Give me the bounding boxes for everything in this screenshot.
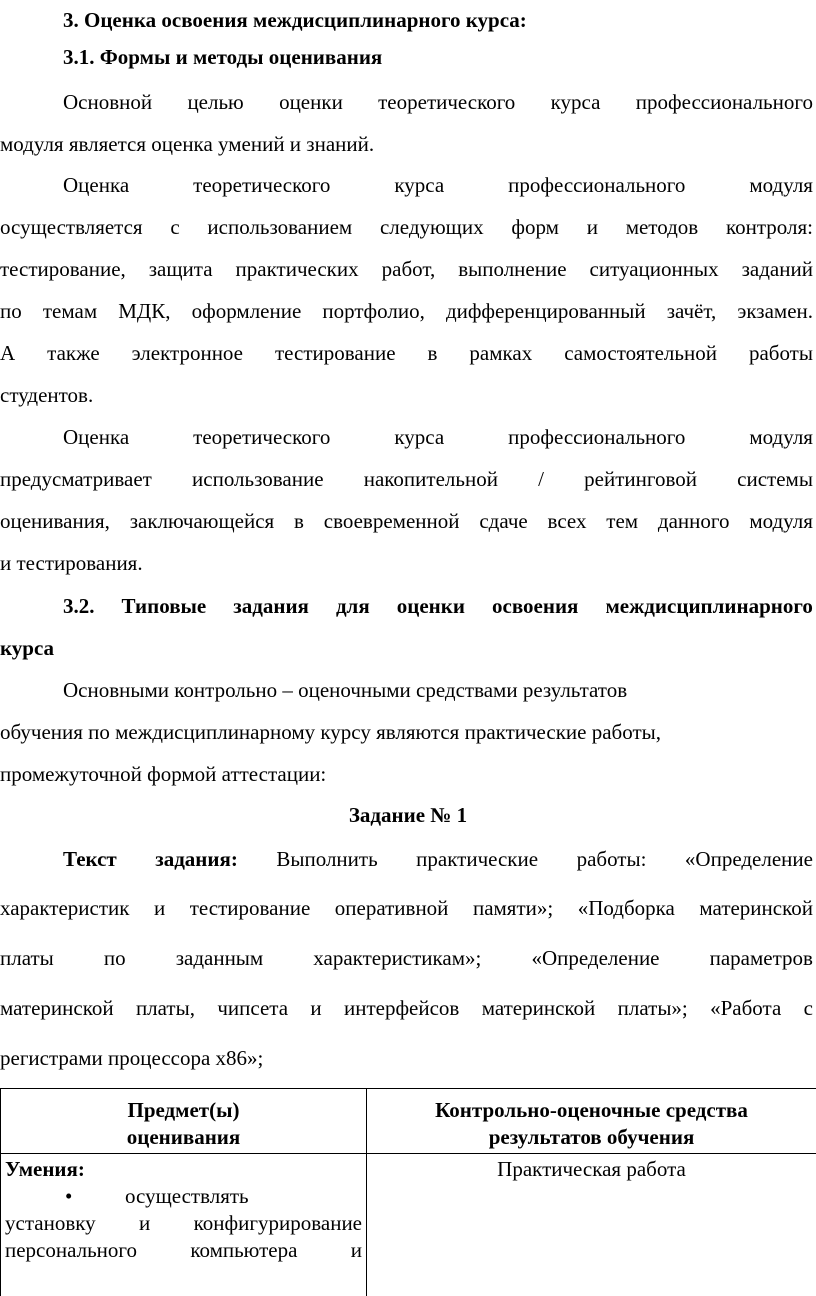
- word: с: [170, 215, 179, 240]
- word: своевременной: [324, 509, 460, 534]
- word: также: [47, 341, 100, 366]
- word: в: [294, 509, 304, 534]
- paragraph-2-line-1: [63, 173, 813, 198]
- word: 3.2.: [63, 594, 95, 619]
- skill-item-line-1: осуществлять: [125, 1183, 249, 1210]
- word: использование: [192, 467, 324, 492]
- word: работ,: [382, 257, 436, 282]
- word: профессионального: [508, 425, 685, 450]
- word: всех: [548, 509, 587, 534]
- word: тестирование: [190, 896, 311, 921]
- word: и: [154, 896, 165, 921]
- word: А: [0, 341, 15, 366]
- word: задания:: [155, 847, 238, 872]
- paragraph-3-line-1: [63, 425, 813, 450]
- word: рейтинговой: [584, 467, 697, 492]
- word: заданным: [176, 946, 264, 971]
- word: задания: [233, 594, 309, 619]
- word: «Определение: [685, 847, 813, 872]
- word: защита: [149, 257, 213, 282]
- word: Типовые: [122, 594, 207, 619]
- word: теоретического: [193, 173, 330, 198]
- table-header-row: [1, 1089, 816, 1154]
- section-heading: 3. Оценка освоения междисциплинарного курса:: [63, 8, 527, 33]
- word: практические: [416, 847, 538, 872]
- word: выполнение: [458, 257, 566, 282]
- word: по: [104, 946, 126, 971]
- skill-item: [5, 1183, 362, 1210]
- word: по: [0, 299, 22, 324]
- paragraph-2-line-6: студентов.: [0, 383, 93, 408]
- word: самостоятельной: [564, 341, 717, 366]
- task-line-1: [63, 847, 813, 872]
- word: оценки: [279, 90, 343, 115]
- word: оформление: [192, 299, 302, 324]
- word: оценивания,: [0, 509, 110, 534]
- paragraph-2-line-5: [0, 341, 813, 366]
- header-means-line-2: результатов обучения: [371, 1124, 812, 1151]
- word: практических: [236, 257, 359, 282]
- word: электронное: [132, 341, 243, 366]
- assessment-table: [0, 1088, 816, 1296]
- word: осуществляется: [0, 215, 143, 240]
- paragraph-4-line-1: Основными контрольно – оценочными средствами результатов: [63, 678, 627, 703]
- word: зачёт,: [667, 299, 717, 324]
- word: накопительной: [364, 467, 498, 492]
- bullet-icon: •: [65, 1183, 125, 1210]
- word: междисциплинарного: [605, 594, 812, 619]
- subject-cell: [1, 1154, 367, 1296]
- word: следующих: [380, 215, 484, 240]
- task-line-2: [0, 896, 813, 921]
- word: материнской: [482, 996, 596, 1021]
- word: работы: [749, 341, 813, 366]
- word: работы:: [577, 847, 647, 872]
- word: модуля: [749, 509, 813, 534]
- word: компьютера: [190, 1237, 297, 1264]
- word: рамках: [469, 341, 532, 366]
- skill-item-line-3: [5, 1237, 362, 1264]
- word: профессионального: [508, 173, 685, 198]
- paragraph-3-line-3: [0, 509, 813, 534]
- word: использованием: [207, 215, 352, 240]
- word: «Определение: [531, 946, 659, 971]
- word: /: [538, 467, 544, 492]
- word: форм: [511, 215, 559, 240]
- word: платы,: [136, 996, 195, 1021]
- word: курса: [551, 90, 601, 115]
- subsection-heading-3-2-line-2: курса: [0, 636, 54, 661]
- means-value: Практическая работа: [497, 1157, 686, 1181]
- word: материнской: [0, 996, 114, 1021]
- word: Оценка: [63, 173, 129, 198]
- word: освоения: [492, 594, 578, 619]
- skill-item-line-2: [5, 1210, 362, 1237]
- word: «Работа: [710, 996, 781, 1021]
- word: и: [310, 996, 321, 1021]
- paragraph-2-line-2: [0, 215, 813, 240]
- subsection-heading-3-2-line-1: [63, 594, 813, 619]
- word: методов: [626, 215, 699, 240]
- word: характеристикам»;: [313, 946, 481, 971]
- word: установку: [5, 1210, 96, 1237]
- word: интерфейсов: [344, 996, 459, 1021]
- paragraph-3-line-4: и тестирования.: [0, 551, 143, 576]
- word: тестирование,: [0, 257, 126, 282]
- paragraph-3-line-2: [0, 467, 813, 492]
- word: системы: [737, 467, 813, 492]
- word: темам: [43, 299, 97, 324]
- task-line-4: [0, 996, 813, 1021]
- word: Оценка: [63, 425, 129, 450]
- skills-label: Умения:: [5, 1156, 362, 1183]
- paragraph-4-line-2: обучения по междисциплинарному курсу являются практические работы,: [0, 720, 661, 745]
- word: оценки: [397, 594, 465, 619]
- word: параметров: [710, 946, 813, 971]
- word: Основной: [63, 90, 152, 115]
- word: модуля: [749, 425, 813, 450]
- word: для: [336, 594, 370, 619]
- word: данного: [658, 509, 730, 534]
- word: в: [428, 341, 438, 366]
- word: теоретического: [378, 90, 515, 115]
- word: тестирование: [275, 341, 396, 366]
- subsection-heading-3-1: 3.1. Формы и методы оценивания: [63, 45, 382, 70]
- word: и: [351, 1237, 362, 1264]
- word: чипсета: [217, 996, 288, 1021]
- word: материнской: [699, 896, 813, 921]
- header-means: [367, 1089, 816, 1154]
- word: модуля: [749, 173, 813, 198]
- word: теоретического: [193, 425, 330, 450]
- word: с: [804, 996, 813, 1021]
- word: платы: [0, 946, 54, 971]
- word: и: [139, 1210, 150, 1237]
- word: целью: [187, 90, 243, 115]
- word: заключающейся: [130, 509, 274, 534]
- word: МДК,: [118, 299, 170, 324]
- word: экзамен.: [737, 299, 813, 324]
- paragraph-1-line-2: модуля является оценка умений и знаний.: [0, 132, 374, 157]
- paragraph-2-line-4: [0, 299, 813, 324]
- paragraph-4-line-3: промежуточной формой аттестации:: [0, 762, 326, 787]
- header-subject-line-2: оценивания: [5, 1124, 362, 1151]
- word: контроля:: [726, 215, 813, 240]
- word: профессионального: [636, 90, 813, 115]
- word: конфигурирование: [194, 1210, 362, 1237]
- word: тем: [606, 509, 638, 534]
- word: платы»;: [618, 996, 688, 1021]
- word: оперативной: [335, 896, 449, 921]
- means-cell: [367, 1154, 816, 1296]
- word: дифференцированный: [446, 299, 646, 324]
- word: портфолио,: [322, 299, 424, 324]
- word: курса: [394, 173, 444, 198]
- word: предусматривает: [0, 467, 152, 492]
- word: курса: [394, 425, 444, 450]
- word: Выполнить: [276, 847, 377, 872]
- word: «Подборка: [578, 896, 675, 921]
- word: Текст: [63, 847, 117, 872]
- task-line-5: регистрами процессора x86»;: [0, 1046, 263, 1071]
- table-row: [1, 1154, 816, 1296]
- task-line-3: [0, 946, 813, 971]
- header-subject: [1, 1089, 367, 1154]
- word: характеристик: [0, 896, 129, 921]
- word: ситуационных: [590, 257, 719, 282]
- header-means-line-1: Контрольно-оценочные средства: [371, 1097, 812, 1124]
- word: сдаче: [479, 509, 527, 534]
- word: персонального: [5, 1237, 137, 1264]
- paragraph-1-line-1: [63, 90, 813, 115]
- paragraph-2-line-3: [0, 257, 813, 282]
- word: памяти»;: [473, 896, 553, 921]
- word: заданий: [742, 257, 813, 282]
- word: и: [587, 215, 598, 240]
- task-title: Задание № 1: [0, 803, 816, 828]
- header-subject-line-1: Предмет(ы): [5, 1097, 362, 1124]
